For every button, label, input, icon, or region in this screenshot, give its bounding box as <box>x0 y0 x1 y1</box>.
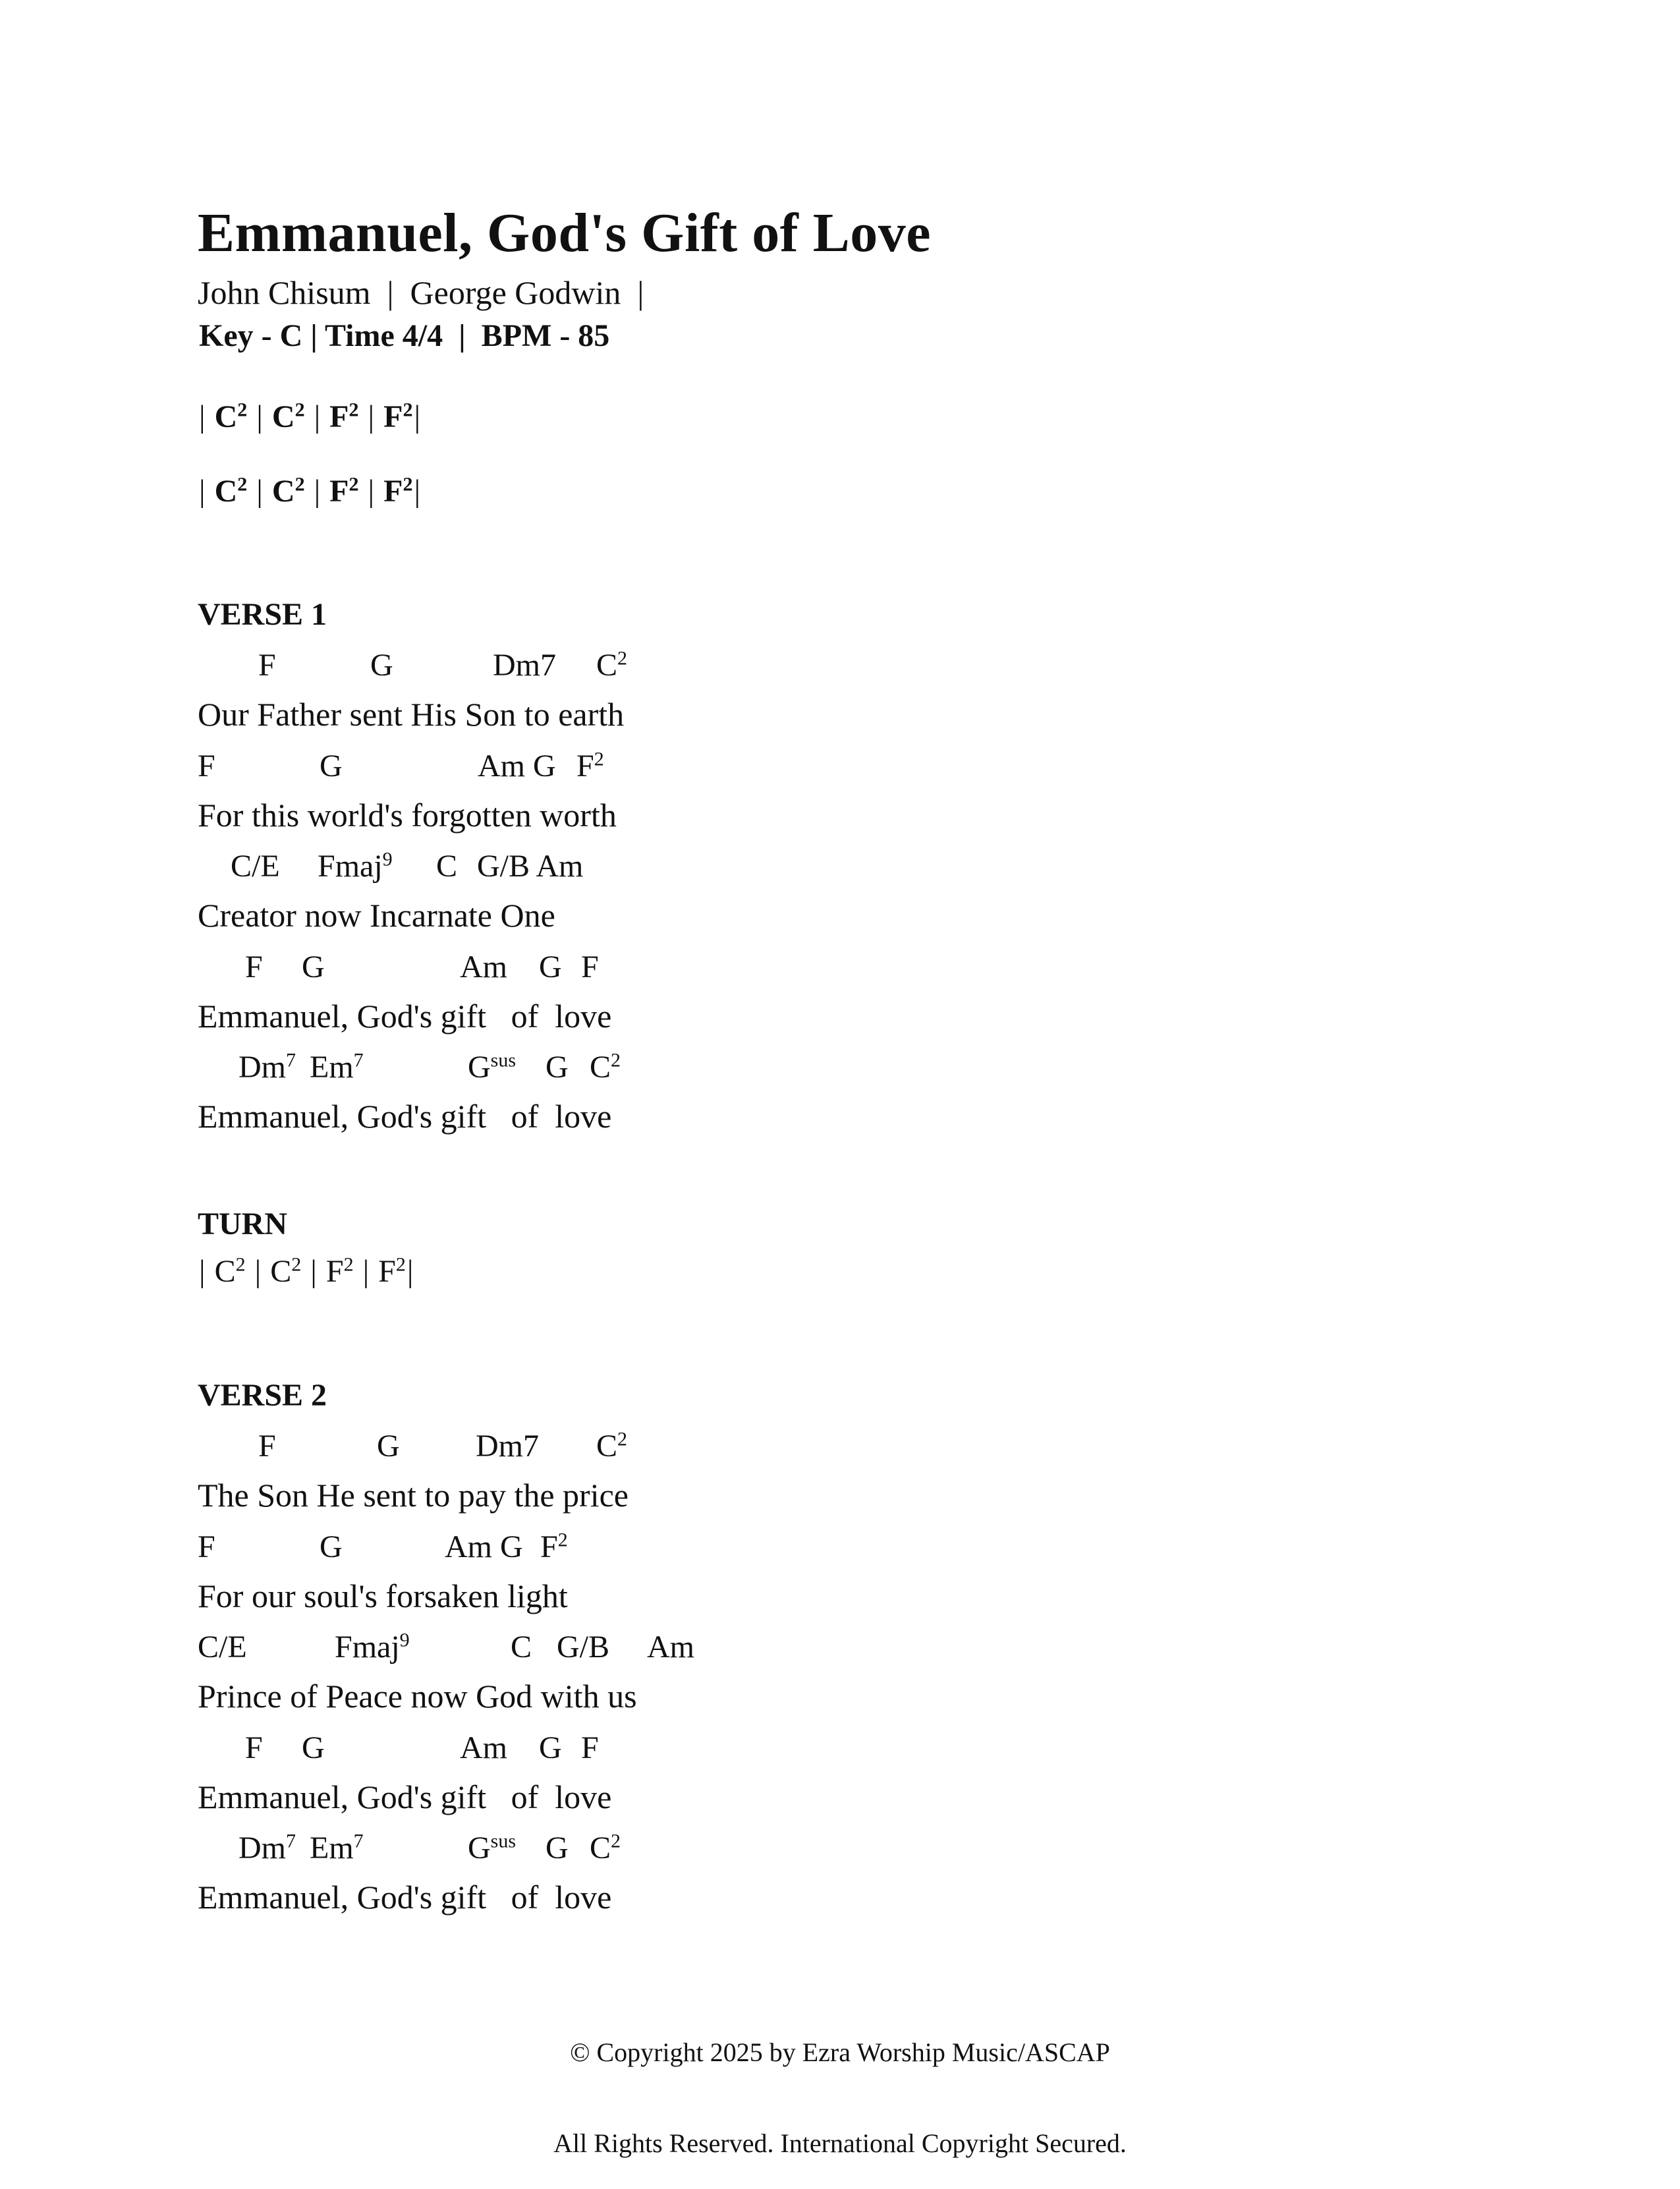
bar-chord: $F^2$ <box>383 399 413 434</box>
turn-heading: TURN <box>198 1207 288 1241</box>
chord: $G^{sus}$ <box>468 1049 517 1085</box>
verse2-chords-2 <box>198 1529 791 1568</box>
verse1-chords-3 <box>198 848 791 888</box>
verse2-chords-4 <box>198 1730 791 1769</box>
chord: G <box>546 1831 569 1865</box>
chord: Dm7 <box>493 648 556 683</box>
verse2-heading: VERSE 2 <box>198 1378 327 1413</box>
chord: $C^2$ <box>596 647 628 683</box>
chord: $C^2$ <box>590 1830 621 1865</box>
verse2-chords-5 <box>198 1830 791 1869</box>
chord: Am <box>647 1630 694 1664</box>
bar-chord: $C^2$ <box>271 399 305 434</box>
turn-bars: | $C^2$ | $C^2$ | $F^2$ | $F^2|$ <box>199 1253 414 1289</box>
chord: F <box>258 648 276 683</box>
chord: G <box>539 950 562 984</box>
bar-chord: $F^2$ <box>383 473 413 509</box>
verse2-lyric-2: For our soul's forsaken light <box>198 1578 568 1614</box>
verse1-lyric-4: Emmanuel, God's gift of love <box>198 998 612 1035</box>
verse1-chords-2 <box>198 748 791 787</box>
verse2-lyric-5: Emmanuel, God's gift of love <box>198 1879 612 1916</box>
bar-chord: $C^2$ <box>271 473 305 509</box>
chord: G <box>320 749 343 783</box>
chord: F <box>198 749 215 783</box>
chord: Fmaj$^9$ <box>318 848 393 884</box>
chord: G <box>320 1529 343 1564</box>
chord: $F^2$ <box>540 1529 568 1564</box>
verse1-lyric-3: Creator now Incarnate One <box>198 897 555 934</box>
verse1-heading: VERSE 1 <box>198 597 327 632</box>
chord: G/B Am <box>477 849 584 884</box>
verse2-chords-1 <box>198 1428 791 1467</box>
copyright-line: © Copyright 2025 by Ezra Worship Music/ASCAP <box>570 2037 1110 2067</box>
chord: C/E <box>231 849 280 884</box>
chord: G <box>302 950 325 984</box>
bar-chord: $C^2$ <box>270 1253 302 1289</box>
chord: C <box>511 1630 532 1664</box>
chord: Em$^7$ <box>310 1830 364 1865</box>
bar-chord: $C^2$ <box>214 473 248 509</box>
chord: G <box>302 1730 325 1765</box>
verse1-lyric-2: For this world's forgotten worth <box>198 797 617 834</box>
chord: Am <box>460 1730 507 1765</box>
rights-line: All Rights Reserved. International Copyright Secured. <box>553 2128 1127 2158</box>
verse1-chords-4 <box>198 949 791 988</box>
verse2-lyric-1: The Son He sent to pay the price <box>198 1477 629 1514</box>
chord: $G^{sus}$ <box>468 1830 517 1865</box>
bar-chord: $F^2$ <box>325 1253 354 1289</box>
chord: F <box>245 1730 263 1765</box>
bar-chord: $F^2$ <box>378 1253 406 1289</box>
chord: F <box>581 1730 599 1765</box>
song-meta: Key - C | Time 4/4 | BPM - 85 <box>199 318 610 353</box>
chord: C <box>436 849 458 884</box>
verse1-lyric-5: Emmanuel, God's gift of love <box>198 1098 612 1135</box>
verse1-lyric-1: Our Father sent His Son to earth <box>198 696 625 733</box>
chord: G <box>370 648 393 683</box>
intro-bars-1: | $C^2$ | $C^2$ | $F^2$ | $F^2|$ <box>199 399 421 434</box>
verse2-lyric-3: Prince of Peace now God with us <box>198 1678 637 1715</box>
copyright-footer <box>0 1977 1680 2189</box>
chord: Am G <box>445 1529 523 1564</box>
chord: Am <box>460 950 507 984</box>
verse1-chords-1 <box>198 647 791 687</box>
chord: C/E <box>198 1630 247 1664</box>
song-authors: John Chisum | George Godwin | <box>198 274 644 311</box>
verse2-lyric-4: Emmanuel, God's gift of love <box>198 1778 612 1815</box>
chord: Fmaj$^9$ <box>335 1629 410 1664</box>
chord: G <box>539 1730 562 1765</box>
song-title: Emmanuel, God's Gift of Love <box>198 202 932 264</box>
chord: Dm7 <box>476 1429 539 1464</box>
chord: G <box>546 1050 569 1085</box>
chord: $C^2$ <box>596 1428 628 1464</box>
chord: Dm$^7$ <box>238 1049 296 1085</box>
chord: G <box>377 1429 400 1464</box>
chord: F <box>245 950 263 984</box>
chord: F <box>258 1429 276 1464</box>
bar-chord: $F^2$ <box>329 473 359 509</box>
chord: Dm$^7$ <box>238 1830 296 1865</box>
chord: Em$^7$ <box>310 1049 364 1085</box>
intro-bars-2: | $C^2$ | $C^2$ | $F^2$ | $F^2|$ <box>199 473 421 509</box>
verse2-chords-3 <box>198 1629 791 1668</box>
bar-chord: $C^2$ <box>214 399 248 434</box>
chord: F <box>581 950 599 984</box>
verse1-chords-5 <box>198 1049 791 1089</box>
bar-chord: $C^2$ <box>214 1253 246 1289</box>
chord: F <box>198 1529 215 1564</box>
chord: $C^2$ <box>590 1049 621 1085</box>
chord: Am G <box>478 749 556 783</box>
chord: G/B <box>557 1630 610 1664</box>
chord: $F^2$ <box>576 748 604 783</box>
bar-chord: $F^2$ <box>329 399 359 434</box>
